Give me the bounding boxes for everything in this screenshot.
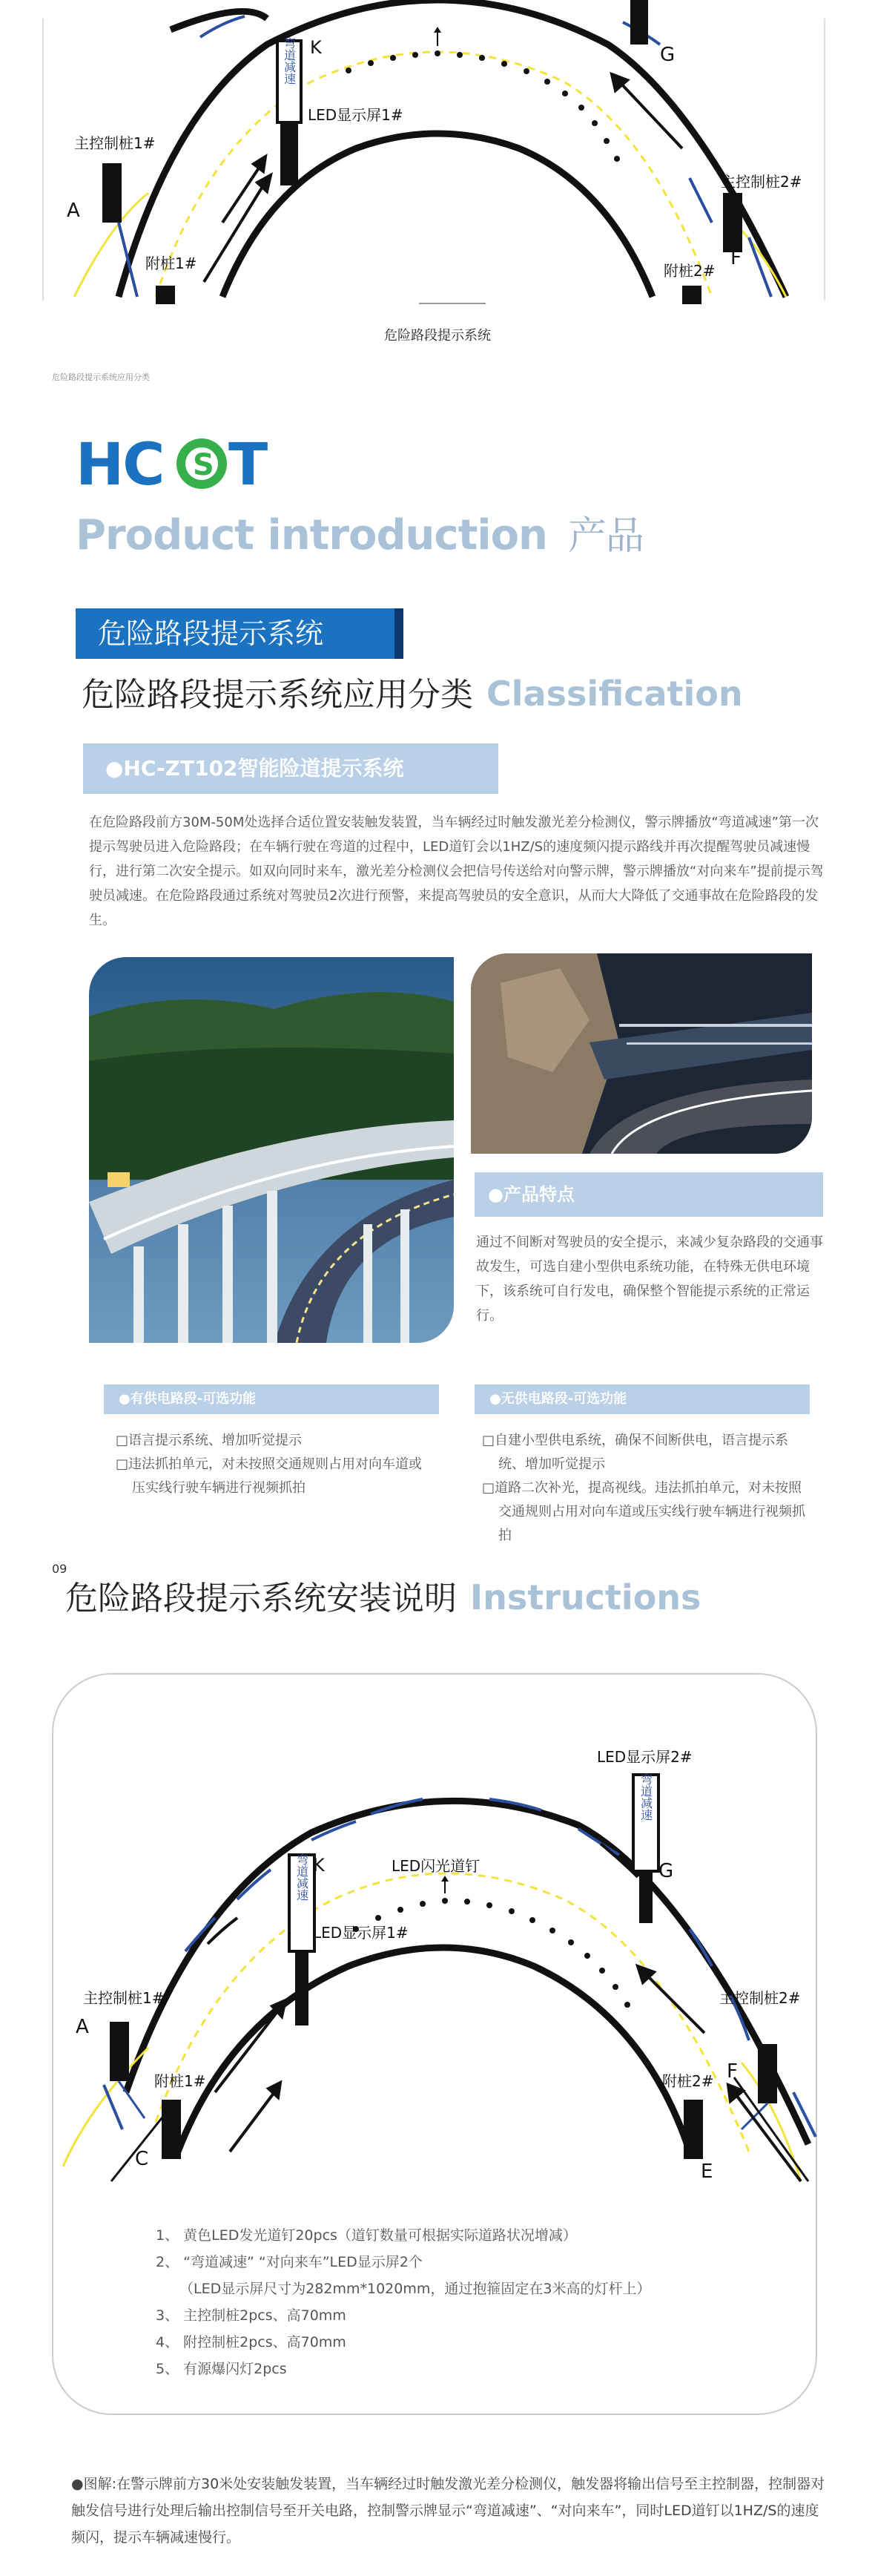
description-text: 在危险路段前方30M-50M处选择合适位置安装触发装置，当车辆经过时触发激光差分检测仪，警示牌播放“弯道减速”第一次提示驾驶员进入危险路段；在车辆行驶在弯道的过程中，LED道钉会以1HZ/S的速度频闪提示路线并再次提醒驾驶员减速慢行，进行第二次安全提示。如双向同时来车，激光差分检测仪会把信号传送给对向警示牌，警示牌播放“对向来车”提前提示驾驶员减速。在危险路段通过系统对驾驶员2次进行预警，来提高驾驶员的安全意识，从而大大降低了交通事故在危险路段的发生。 bbox=[89, 815, 824, 928]
aux-pile-2-top: 附桩2# bbox=[664, 262, 716, 280]
install-item: 4、 附控制桩2pcs、高70mm bbox=[156, 2334, 346, 2350]
led-screen-1-top: LED显示屏1# bbox=[308, 106, 403, 124]
page-number: 09 bbox=[52, 1562, 67, 1576]
highway-bridge-photo bbox=[89, 957, 454, 1343]
aux-pile-1: 附桩1# bbox=[154, 2072, 206, 2090]
road-diagram-bottom bbox=[0, 1706, 875, 2211]
svg-text:S: S bbox=[193, 448, 214, 482]
install-item: 1、 黄色LED发光道钉20pcs（道钉数量可根据实际道路状况增减） bbox=[156, 2227, 577, 2244]
option-item: □违法抓拍单元，对未按照交通规则占用对向车道或压实线行驶车辆进行视频抓拍 bbox=[116, 1456, 423, 1496]
install-item: 5、 有源爆闪灯2pcs bbox=[156, 2361, 287, 2377]
led-screen-2: LED显示屏2# bbox=[597, 1748, 693, 1766]
label-k-top: K bbox=[310, 37, 322, 58]
option-bar-powered: ●有供电路段-可选功能 bbox=[104, 1384, 439, 1414]
option-list-unpowered bbox=[482, 1429, 808, 1548]
main-pile-1: 主控制桩1# bbox=[83, 1989, 165, 2007]
model-bar: ●HC-ZT102智能险道提示系统 bbox=[83, 743, 498, 794]
aux-pile-2: 附桩2# bbox=[662, 2072, 714, 2090]
product-title bbox=[76, 505, 644, 560]
install-item: 3、 主控制桩2pcs、高70mm bbox=[156, 2307, 346, 2324]
main-pile-1-top: 主控制桩1# bbox=[74, 134, 156, 152]
option-list-powered bbox=[116, 1429, 435, 1500]
aux-pile-1-top: 附桩1# bbox=[145, 254, 197, 272]
label-k: K bbox=[313, 1855, 325, 1876]
install-item: （LED显示屏尺寸为282mm*1020mm，通过抱箍固定在3米高的灯杆上） bbox=[179, 2281, 651, 2297]
instructions-en: Instructions bbox=[470, 1577, 701, 1617]
bottom-diagram bbox=[0, 1706, 875, 2211]
product-title-en: Product introduction bbox=[76, 511, 547, 559]
instructions-cn: 危险路段提示系统安装说明 bbox=[65, 1580, 457, 1617]
label-a-top: A bbox=[67, 200, 80, 222]
label-g: G bbox=[658, 1860, 674, 1882]
instructions-heading bbox=[65, 1571, 701, 1619]
label-f-top: F bbox=[730, 247, 742, 269]
label-a: A bbox=[76, 2016, 89, 2038]
option-item: □道路二次补光，提高视线。违法抓拍单元，对未按照交通规则占用对向车道或压实线行驶车辆进行视频抓拍 bbox=[482, 1480, 805, 1543]
led-screen-1: LED显示屏1# bbox=[313, 1924, 409, 1942]
label-g-top: G bbox=[660, 44, 676, 66]
sign-text-1: 弯道减速 bbox=[294, 1853, 309, 1901]
install-list bbox=[156, 2222, 650, 2382]
sign-text-top: 弯道减速 bbox=[282, 37, 297, 85]
install-item: 2、 “弯道减速” “对向来车”LED显示屏2个 bbox=[156, 2254, 423, 2270]
label-e: E bbox=[701, 2161, 713, 2183]
hcst-logo bbox=[76, 434, 298, 493]
top-diagram-caption: 危险路段提示系统 bbox=[384, 328, 491, 344]
product-title-cn: 产品 bbox=[567, 514, 644, 559]
option-item: □语言提示系统、增加听觉提示 bbox=[116, 1433, 303, 1448]
svg-text:HC: HC bbox=[76, 434, 164, 493]
top-diagram bbox=[0, 0, 875, 304]
mountain-road-photo bbox=[471, 953, 812, 1154]
classification-heading bbox=[82, 668, 743, 715]
road-diagram-top bbox=[0, 0, 875, 304]
small-section-label: 危险路段提示系统应用分类 bbox=[52, 372, 150, 382]
label-c: C bbox=[135, 2148, 149, 2170]
classification-en: Classification bbox=[486, 674, 743, 714]
diagram-note: ●图解:在警示牌前方30米处安装触发装置，当车辆经过时触发激光差分检测仪，触发器将输出信号至主控制器，控制器对触发信号进行处理后输出控制信号至开关电路，控制警示牌显示“弯道减速”、“对向来车”，同时LED道钉以1HZ/S的速度频闪，提示车辆减速慢行。 bbox=[71, 2476, 825, 2546]
main-pile-2-top: 主控制桩2# bbox=[721, 173, 802, 191]
section-badge: 危险路段提示系统 bbox=[76, 608, 394, 659]
label-f: F bbox=[727, 2060, 738, 2083]
main-pile-2: 主控制桩2# bbox=[719, 1989, 801, 2007]
features-text: 通过不间断对驾驶员的安全提示，来减少复杂路段的交通事故发生，可选自建小型供电系统功能，在特殊无供电环境下，该系统可自行发电，确保整个智能提示系统的正常运行。 bbox=[476, 1235, 823, 1324]
led-flash-label: LED闪光道钉 bbox=[392, 1857, 481, 1875]
sign-text-2: 弯道减速 bbox=[638, 1773, 653, 1821]
option-bar-unpowered: ●无供电路段-可选功能 bbox=[475, 1384, 810, 1414]
svg-text:T: T bbox=[228, 434, 268, 493]
features-bar: ●产品特点 bbox=[475, 1172, 823, 1217]
option-item: □自建小型供电系统，确保不间断供电，语言提示系统、增加听觉提示 bbox=[482, 1433, 789, 1472]
classification-cn: 危险路段提示系统应用分类 bbox=[82, 676, 473, 714]
